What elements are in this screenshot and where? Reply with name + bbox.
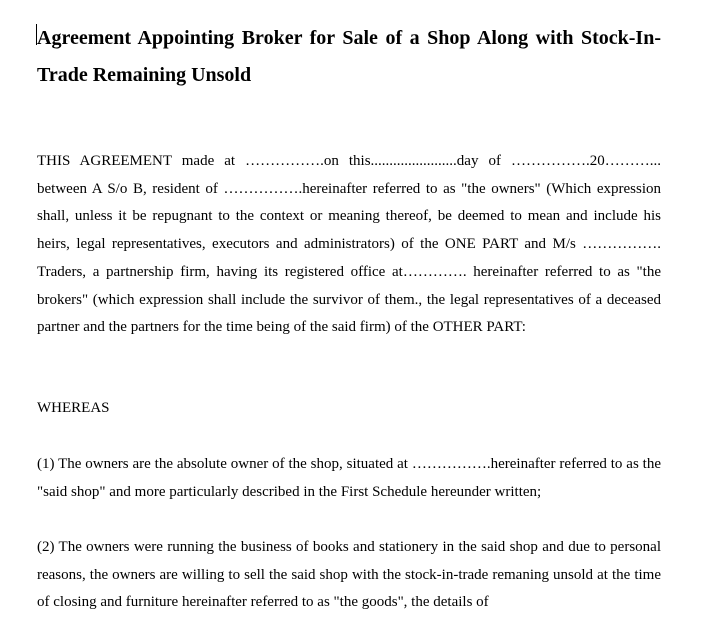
document-title: Agreement Appointing Broker for Sale of a Shop Along with Stock-In-Trade Remaining Unsold bbox=[37, 27, 661, 86]
clause-2-paragraph: (2) The owners were running the business of books and stationery in the said shop and due to personal reasons, the owners are willing to sell the said shop with the stock-in-trade remaning unsold at the time of closing and furniture hereinafter referred to as "the goods", the details of bbox=[37, 539, 661, 611]
whereas-heading: WHEREAS bbox=[37, 400, 110, 416]
clause-1-paragraph: (1) The owners are the absolute owner of the shop, situated at …………….hereinafter referred to as the "said shop" and more particularly described in the First Schedule hereunder written; bbox=[37, 456, 661, 500]
agreement-intro-paragraph: THIS AGREEMENT made at …………….on this.......................day of …………….20………... between A S/o B, resident of …………….hereinafter referred to as "the owners" (Which expression shall, unless it be repugnant to the context or meaning thereof, be deemed to mean and include his heirs, legal representatives, executors and administrators) of the ONE PART and M/s ……………. Traders, a partnership firm, having its registered office at…………. hereinafter referred to as "the brokers" (which expression shall include the survivor of them., the legal representatives of a deceased partner and the partners for the time being of the said firm) of the OTHER PART: bbox=[37, 153, 661, 336]
